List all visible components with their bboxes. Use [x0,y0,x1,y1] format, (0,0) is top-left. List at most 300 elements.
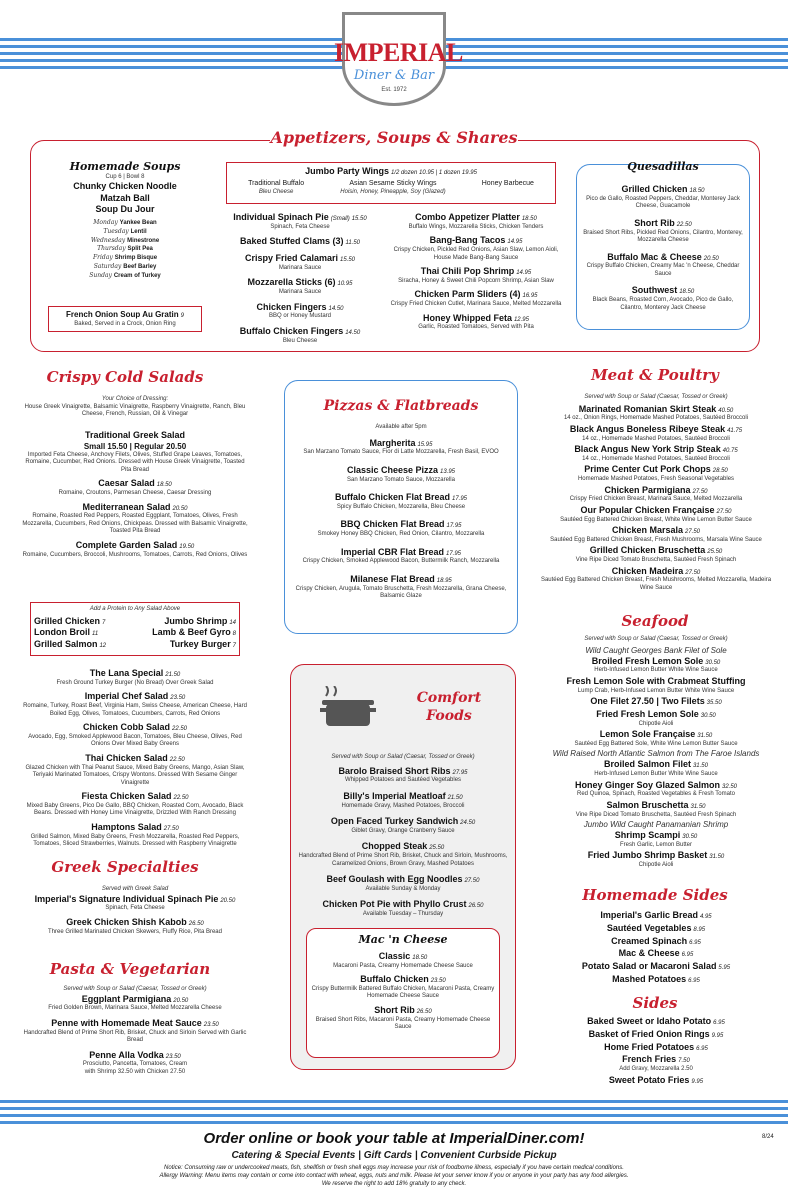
item-desc: Spicy Buffalo Chicken, Mozzarella, Bleu Cheese [336,503,466,510]
item-price: 14.50 [345,329,361,336]
item-name: Barolo Braised Short Ribs [338,765,451,776]
item-price: 28.50 [712,468,728,475]
menu-item [540,948,772,960]
wings-price: 1/2 dozen 10.95 | 1 dozen 19.95 [390,170,477,176]
item-name: Caesar Salad [98,478,155,489]
homemade-sides-list [540,910,772,987]
soup-day: Saturday [93,262,122,270]
item-name: Shrimp Scampi [614,830,681,840]
item-desc-extra: with Shrimp 32.50 with Chicken 27.50 [84,1068,186,1075]
brand-est: Est. 1972 [381,87,407,93]
soup-day-name: Lentil [130,228,147,235]
item-desc: Crispy Buttermilk Battered Buffalo Chicken, Macaroni Pasta, Creamy Homemade Cheese Sauce [311,985,495,1000]
item-desc: Sautéed Egg Battered Chicken Breast, White Wine Lemon Butter Sauce [560,516,752,523]
quesadillas-title: Quesadillas [627,160,699,173]
item-name: Hamptons Salad [91,821,162,832]
item-price: 22.50 [171,726,187,732]
menu-item [540,444,772,463]
wing-flavor [482,180,534,196]
item-name: Imperial Chef Salad [84,691,169,702]
menu-item [290,519,512,538]
salads2-list [20,668,250,853]
item-name: Potato Salad or Macaroni Salad [581,961,717,971]
apps-left-list [222,212,378,350]
seafood-sub3: Jumbo Wild Caught Panamanian Shrimp [583,820,729,829]
protein-option [152,627,236,639]
item-desc: Romaine, Roasted Red Peppers, Roasted Eggplant, Tomatoes, Olives, Fresh Mozzarella, Cucumbers, Red Onions, Chickpeas. Dressed with Balsamic Vinaigrette, Toasted Pita Bread [22,513,248,535]
item-name: Classic [378,950,411,961]
item-name: Prime Center Cut Pork Chops [584,464,711,475]
item-name: Buffalo Chicken Fingers [239,325,344,336]
item-price: 26.50 [468,903,484,910]
wing-flavor-name: Traditional Buffalo [248,179,305,187]
item-name: The Lana Special [89,668,164,678]
menu-item [311,1005,495,1032]
item-price: 27.50 [464,878,480,884]
menu-item [222,212,378,231]
french-onion-box [48,306,202,332]
menu-code: 8/24 [762,1134,774,1140]
menu-item [20,917,250,936]
menu-item [20,791,250,818]
item-desc: Crispy Fried Chicken Breast, Marinara Sauce, Melted Mozzarella [569,496,743,503]
mac-box [306,928,500,1058]
item-name: Chicken Cobb Salad [83,722,171,732]
item-name: Thai Chicken Salad [85,752,168,763]
wing-flavor [248,180,304,196]
soup-day-name: Yankee Bean [119,220,157,226]
soup-day: Friday [92,254,113,261]
menu-item [296,766,510,785]
item-price: 12.95 [513,316,529,323]
item-price: 24.50 [460,820,476,826]
item-desc: 14 oz., Homemade Mashed Potatoes, Sautéed Broccoli [582,435,730,442]
soup-day-name: Beef Barley [123,263,157,270]
item-desc: Braised Short Ribs, Macaroni Pasta, Creamy Homemade Cheese Sauce [315,1016,491,1030]
item-name: Chicken Parmigiana [604,484,691,495]
item-name: Our Popular Chicken Française [580,504,715,515]
gratuity-text: We reserve the right to add 18% gratuity to any check. [321,1180,467,1187]
item-name: Individual Spinach Pie [233,212,329,222]
item-name: Buffalo Chicken Flat Bread [335,492,451,502]
item-price: 17.95 [446,523,462,530]
protein-name: Grilled Chicken [34,615,101,626]
soup-day: Sunday [89,271,112,279]
item-desc: Homemade Gravy, Mashed Potatoes, Broccoli [341,802,465,809]
item-name: Imperial CBR Flat Bread [341,546,445,557]
item-price: 27.50 [684,529,700,535]
item-price: 30.50 [705,659,721,666]
menu-item [222,236,378,248]
item-desc: Fresh Ground Turkey Burger (No Bread) Over Greek Salad [56,679,214,686]
menu-item [536,656,776,675]
menu-item [536,830,776,849]
item-price: 9.95 [711,1032,724,1039]
item-desc: Sautéed Egg Battered Chicken Breast, Fresh Mushrooms, Melted Mozzarella, Madeira Wine Sauce [540,577,772,591]
soup-day: Monday [93,219,118,226]
item-price: 17.95 [451,496,467,502]
seafood-title: Seafood [621,612,689,630]
item-price: 30.50 [682,834,698,840]
item-name: Imperial's Signature Individual Spinach Pie [34,893,219,904]
item-desc: Romaine, Turkey, Roast Beef, Virginia Ham, Swiss Cheese, American Cheese, Hard Boiled Egg, Olives, Tomatoes, Cucumbers, Carrots, Red Onions [23,703,247,717]
item-name: Sautéed Vegetables [606,922,692,933]
item-price: 16.95 [522,293,538,300]
soup-day: Thursday [97,245,126,253]
seafood-section [536,636,776,871]
menu-item [290,574,512,601]
menu-item [20,502,250,536]
protein-option [34,639,106,651]
protein-option [34,616,106,628]
protein-name: Jumbo Shrimp [164,615,228,626]
item-price: 41.75 [727,427,743,434]
protein-name: Lamb & Beef Gyro [152,627,231,638]
quesadillas-list [582,184,744,319]
item-name: Chicken Parm Sliders (4) [414,289,521,300]
comfort-section [296,754,510,925]
dressing-section [20,396,250,419]
homemade-sides-title: Homemade Sides [582,886,728,904]
menu-item [540,936,772,948]
soup-day-row [40,245,210,254]
menu-item [20,822,250,849]
item-name: Black Angus New York Strip Steak [574,444,721,454]
item-price: 26.50 [416,1008,432,1015]
item-desc: Prosciutto, Pancetta, Tomatoes, Cream [82,1061,188,1068]
item-price: 6.95 [689,939,701,946]
menu-item [222,302,378,321]
menu-item [536,800,776,819]
menu-item [540,525,772,544]
menu-item [540,485,772,504]
item-name: Buffalo Mac & Cheese [607,251,702,262]
sides-list [540,1016,772,1087]
bottom-stripes [0,1100,788,1128]
item-desc: Buffalo Wings, Mozzarella Sticks, Chicken Tenders [408,223,544,230]
mac-title: Mac 'n Cheese [358,933,448,946]
menu-item [20,691,250,718]
menu-item [536,729,776,748]
item-price: 27.50 [163,825,179,832]
menu-item [536,709,776,728]
item-desc: Romaine, Cucumbers, Broccoli, Mushrooms, Tomatoes, Carrots, Red Onions, Olives [22,551,248,558]
item-price: 22.50 [169,756,185,763]
item-desc: BBQ or Honey Mustard [268,313,332,320]
menu-item [536,759,776,778]
item-name: Honey Ginger Soy Glazed Salmon [574,779,721,790]
menu-item [582,218,744,245]
item-name: Combo Appetizer Platter [415,212,520,222]
item-desc: Bleu Cheese [282,337,318,344]
item-name: Chicken Madeira [611,565,684,576]
item-price: 11.50 [345,240,361,247]
menu-item [20,478,250,497]
item-price: 20.50 [172,505,188,512]
item-desc: Spinach, Feta Cheese [105,905,165,912]
menu-item [582,285,744,312]
item-desc: Braised Short Ribs, Pickled Red Onions, Cilantro, Monterey, Mozzarella Cheese [583,229,743,243]
item-price: 6.95 [688,977,700,984]
seafood-sub1: Wild Caught Georges Bank Filet of Sole [585,645,727,655]
item-desc: Crispy Buffalo Chicken, Creamy Mac 'n Cheese, Cheddar Sauce [586,263,740,277]
menu-item [540,566,772,593]
item-desc: 14 oz., Homemade Mashed Potatoes, Sautéed Broccoli [582,455,730,462]
item-price: 17.95 [445,550,461,557]
item-name: Buffalo Chicken [360,974,429,984]
item-price: 21.50 [165,672,181,678]
item-name: Salmon Bruschetta [606,799,689,810]
item-price: 15.95 [417,441,433,448]
french-onion-desc: Baked, Served in a Crock, Onion Ring [74,320,176,327]
menu-item [536,780,776,799]
item-price: 18.50 [521,216,537,222]
soup-day-row [40,254,210,263]
menu-item [296,791,510,810]
menu-item [388,235,564,262]
soups-title: Homemade Soups [69,160,181,173]
item-name: Milanese Flat Bread [350,573,435,584]
item-price: 14.95 [507,239,523,246]
item-price: 13.95 [440,468,456,475]
seafood-note: Served with Soup or Salad (Caesar, Tossed or Greek) [584,636,728,642]
item-name: Broiled Salmon Filet [604,759,692,770]
menu-item [311,951,495,970]
item-desc: Herb-Infused Lemon Butter White Wine Sauce [594,667,718,674]
item-name: One Filet 27.50 | Two Filets [590,696,705,706]
wings-flavors [230,180,552,196]
item-name: Sweet Potato Fries [608,1074,690,1085]
comfort-note: Served with Soup or Salad (Caesar, Tossed or Greek) [331,754,475,760]
dressing-desc: House Greek Vinaigrette, Balsamic Vinaigrette, Raspberry Vinaigrette, Ranch, Bleu Cheese, French, Russian, Oil & Vinegar [24,403,246,417]
wing-flavor-name: Asian Sesame Sticky Wings [349,179,437,187]
menu-item [20,1018,250,1045]
item-price: 40.75 [722,448,738,454]
menu-item [540,910,772,922]
item-desc: Pico de Gallo, Roasted Peppers, Cheddar, Monterey Jack Cheese, Guacamole [586,195,740,210]
item-price: 6.95 [681,952,694,959]
pizzas-section [290,424,512,609]
meat-section [540,394,772,593]
allergy-text: Allergy Warning: Menu items may contain or come into contact with wheat, eggs, nuts and milk. Please let your server know if you or anyone in your party has any food allergies. [159,1172,629,1179]
item-name: Chicken Pot Pie with Phyllo Crust [322,899,467,910]
seafood-list-1 [536,656,776,749]
item-desc: Garlic, Roasted Tomatoes, Served with Pita [418,324,534,331]
item-name: Penne Alla Vodka [89,1049,164,1060]
menu-item [388,212,564,231]
item-desc: San Marzano Tomato Sauce, Mozzarella [347,476,455,483]
item-price: 18.95 [436,577,452,584]
item-name: Thai Chili Pop Shrimp [420,266,515,276]
protein-price: 7 [232,643,236,649]
wing-flavor-name: Honey Barbecue [481,179,534,187]
item-name: Mashed Potatoes [612,973,687,984]
menu-item [540,1016,772,1028]
item-price: 23.50 [170,695,186,702]
protein-price: 14 [229,619,236,626]
apps-right-list [388,212,564,336]
item-name: Eggplant Parmigiana [81,993,172,1004]
menu-item [20,753,250,787]
item-desc: Imported Feta Cheese, Anchovy Filets, Olives, Stuffed Grape Leaves, Tomatoes, Romaine, Cucumber, Red Onions. Dressed with House Greek Vinaigrette, Toasted Pita Bread [25,451,245,473]
french-onion-price: 9 [180,313,184,319]
french-onion-name: French Onion Soup Au Gratin [66,310,179,319]
menu-item [582,184,744,211]
item-price: 31.50 [690,803,706,810]
item-name: Creamed Spinach [611,935,688,946]
item-desc: Lump Crab, Herb-Infused Lemon Butter White Wine Sauce [577,687,735,694]
item-note: (Small) [330,216,350,222]
item-price: 20.50 [173,997,189,1004]
menu-item [20,894,250,913]
item-price: 15.50 [351,216,367,222]
item-name: Billy's Imperial Meatloaf [343,790,446,801]
item-name: Fiesta Chicken Salad [81,791,172,801]
item-name: Short Rib [634,217,675,228]
imperial-logo [334,12,463,106]
protein-left [34,616,106,651]
item-price: 30.50 [700,712,716,719]
item-desc: Red Quinoa, Spinach, Roasted Vegetables & Fresh Tomato [577,791,735,798]
menu-item [540,1054,772,1073]
item-price: 27.95 [452,769,468,776]
item-price: 14.95 [516,270,532,276]
item-desc: Handcrafted Blend of Prime Short Rib, Brisket, Chuck and Sirloin, Mushrooms, Caramelized Onions, Brown Gravy, Mashed Potatoes [298,853,508,867]
soup-day-row [40,219,210,228]
item-name: Grilled Chicken [621,184,688,194]
menu-item [536,850,776,869]
menu-item [20,430,250,474]
item-name: Mozzarella Sticks (6) [247,277,336,288]
item-price: 8.95 [693,926,706,933]
notice-text: Notice: Consuming raw or undercooked meats, fish, shellfish or fresh shell eggs may increase your risk of foodborne illness, especially if you have certain medical conditions. [164,1165,624,1171]
protein-price: 11 [91,631,99,638]
item-price: 18.50 [156,482,172,489]
menu-item [540,1042,772,1054]
item-price: 23.50 [203,1021,219,1028]
item-name: Southwest [631,285,678,296]
item-price: 18.50 [412,954,428,961]
item-price: 27.50 [692,488,708,495]
greek-section [20,886,250,940]
item-desc: Giblet Gravy, Orange Cranberry Sauce [351,827,455,834]
soups-sizes: Cup 6 | Bowl 8 [105,173,145,180]
item-desc: Siracha, Honey & Sweet Chili Popcorn Shrimp, Asian Slaw [398,277,554,284]
soup-day-name: Cream of Turkey [113,272,161,279]
item-name: Mac & Cheese [618,948,680,959]
item-desc: Add Gravy, Mozzarella 2.50 [619,1066,693,1072]
item-extra: Small 15.50 | Regular 20.50 [83,441,187,451]
pizzas-list [290,438,512,601]
menu-item [540,424,772,443]
meat-title: Meat & Poultry [591,366,719,384]
protein-box [30,602,240,656]
menu-item [296,874,510,893]
menu-item [290,465,512,484]
menu-item [222,277,378,296]
menu-item [290,547,512,566]
menu-item [540,974,772,986]
soup-day-row [40,228,210,237]
item-desc: San Marzano Tomato Sauce, Fior di Latte Mozzarella, Fresh Basil, EVOO [303,449,499,456]
menu-item [296,899,510,918]
item-desc: Marinara Sauce [278,264,322,271]
soup-day-row [40,237,210,246]
item-name: Honey Whipped Feta [423,312,513,323]
soup-day-name: Shrimp Bisque [114,255,158,261]
item-desc: Available Tuesday – Thursday [362,911,444,917]
soup-day: Wednesday [90,236,126,244]
item-price: 23.50 [165,1053,181,1060]
item-price: 31.50 [709,854,725,861]
item-name: Fresh Lemon Sole with Crabmeat Stuffing [566,675,746,686]
menu-item [296,816,510,835]
item-name: Broiled Fresh Lemon Sole [591,655,704,666]
pasta-section [20,986,250,1081]
soup-item: Matzah Ball [100,192,150,203]
mac-list [311,951,495,1032]
menu-item [540,1075,772,1087]
menu-item [20,540,250,559]
menu-item [20,994,250,1013]
protein-price: 8 [232,631,236,638]
item-desc: Chipotle Aioli [638,720,674,727]
item-name: BBQ Chicken Flat Bread [340,519,445,530]
soups-section [40,160,210,280]
item-price: 22.50 [173,795,189,801]
seafood-sub2: Wild Raised North Atlantic Salmon from The Faroe Islands [552,749,760,759]
item-desc: Romaine, Croutons, Parmesan Cheese, Caesar Dressing [58,490,212,496]
item-desc: Mixed Baby Greens, Pico De Gallo, BBQ Chicken, Roasted Corn, Avocado, Black Beans. Dressed with Honey Lime Vinaigrette, Drizzled With Ranch Dressing [26,802,244,817]
item-name: Penne with Homemade Meat Sauce [51,1017,202,1028]
menu-item [540,464,772,483]
item-price: 9.95 [691,1078,704,1085]
item-desc: Available Sunday & Monday [365,885,441,892]
item-desc: 14 oz., Onion Rings, Homemade Mashed Potatoes, Sautéed Broccoli [563,415,749,422]
item-price: 31.50 [692,763,708,770]
item-price: 19.50 [179,543,195,550]
soup-day-name: Split Pea [127,246,153,253]
item-name: Baked Sweet or Idaho Potato [587,1016,712,1026]
menu-item [536,676,776,695]
item-desc: Crispy Chicken, Arugula, Tomato Bruschetta, Fresh Mozzarella, Grana Cheese, Balsamic Glaze [295,585,507,599]
item-price: 27.50 [685,569,701,576]
item-desc: Vine Ripe Diced Tomato Bruschetta, Sautéed Fresh Spinach [575,811,737,818]
item-price: 26.50 [188,920,204,927]
greek-list [20,894,250,937]
item-desc: Avocado, Egg, Smoked Applewood Bacon, Tomatoes, Bleu Cheese, Olives, Red Onions Over Mixed Baby Greens [28,733,242,748]
item-price: 35.50 [706,700,722,706]
item-desc: Grilled Salmon, Mixed Baby Greens, Fresh Mozzarella, Roasted Red Peppers, Tomatoes, Sliced Strawberries, Walnuts. Dressed with Raspberry Vinaigrette [30,833,240,847]
item-price: 7.50 [678,1058,690,1065]
meat-list [540,404,772,593]
item-desc: Homemade Mashed Potatoes, Fresh Seasonal Vegetables [577,476,735,482]
sides-title: Sides [632,994,678,1012]
protein-title: Add a Protein to Any Salad Above [89,606,181,612]
wings-box [226,162,556,204]
item-name: Greek Chicken Shish Kabob [66,916,187,927]
item-name: Classic Cheese Pizza [346,464,439,475]
protein-price: 7 [101,619,106,626]
menu-item [296,841,510,868]
item-price: 10.95 [337,281,353,288]
wing-flavor-desc: Hoisin, Honey, Pineapple, Soy (Glazed) [340,188,446,195]
menu-item [540,1029,772,1041]
item-price: 31.50 [697,733,713,739]
item-price: 23.50 [430,978,446,984]
wings-title: Jumbo Party Wings [305,166,389,176]
item-name: Chicken Marsala [611,525,684,535]
